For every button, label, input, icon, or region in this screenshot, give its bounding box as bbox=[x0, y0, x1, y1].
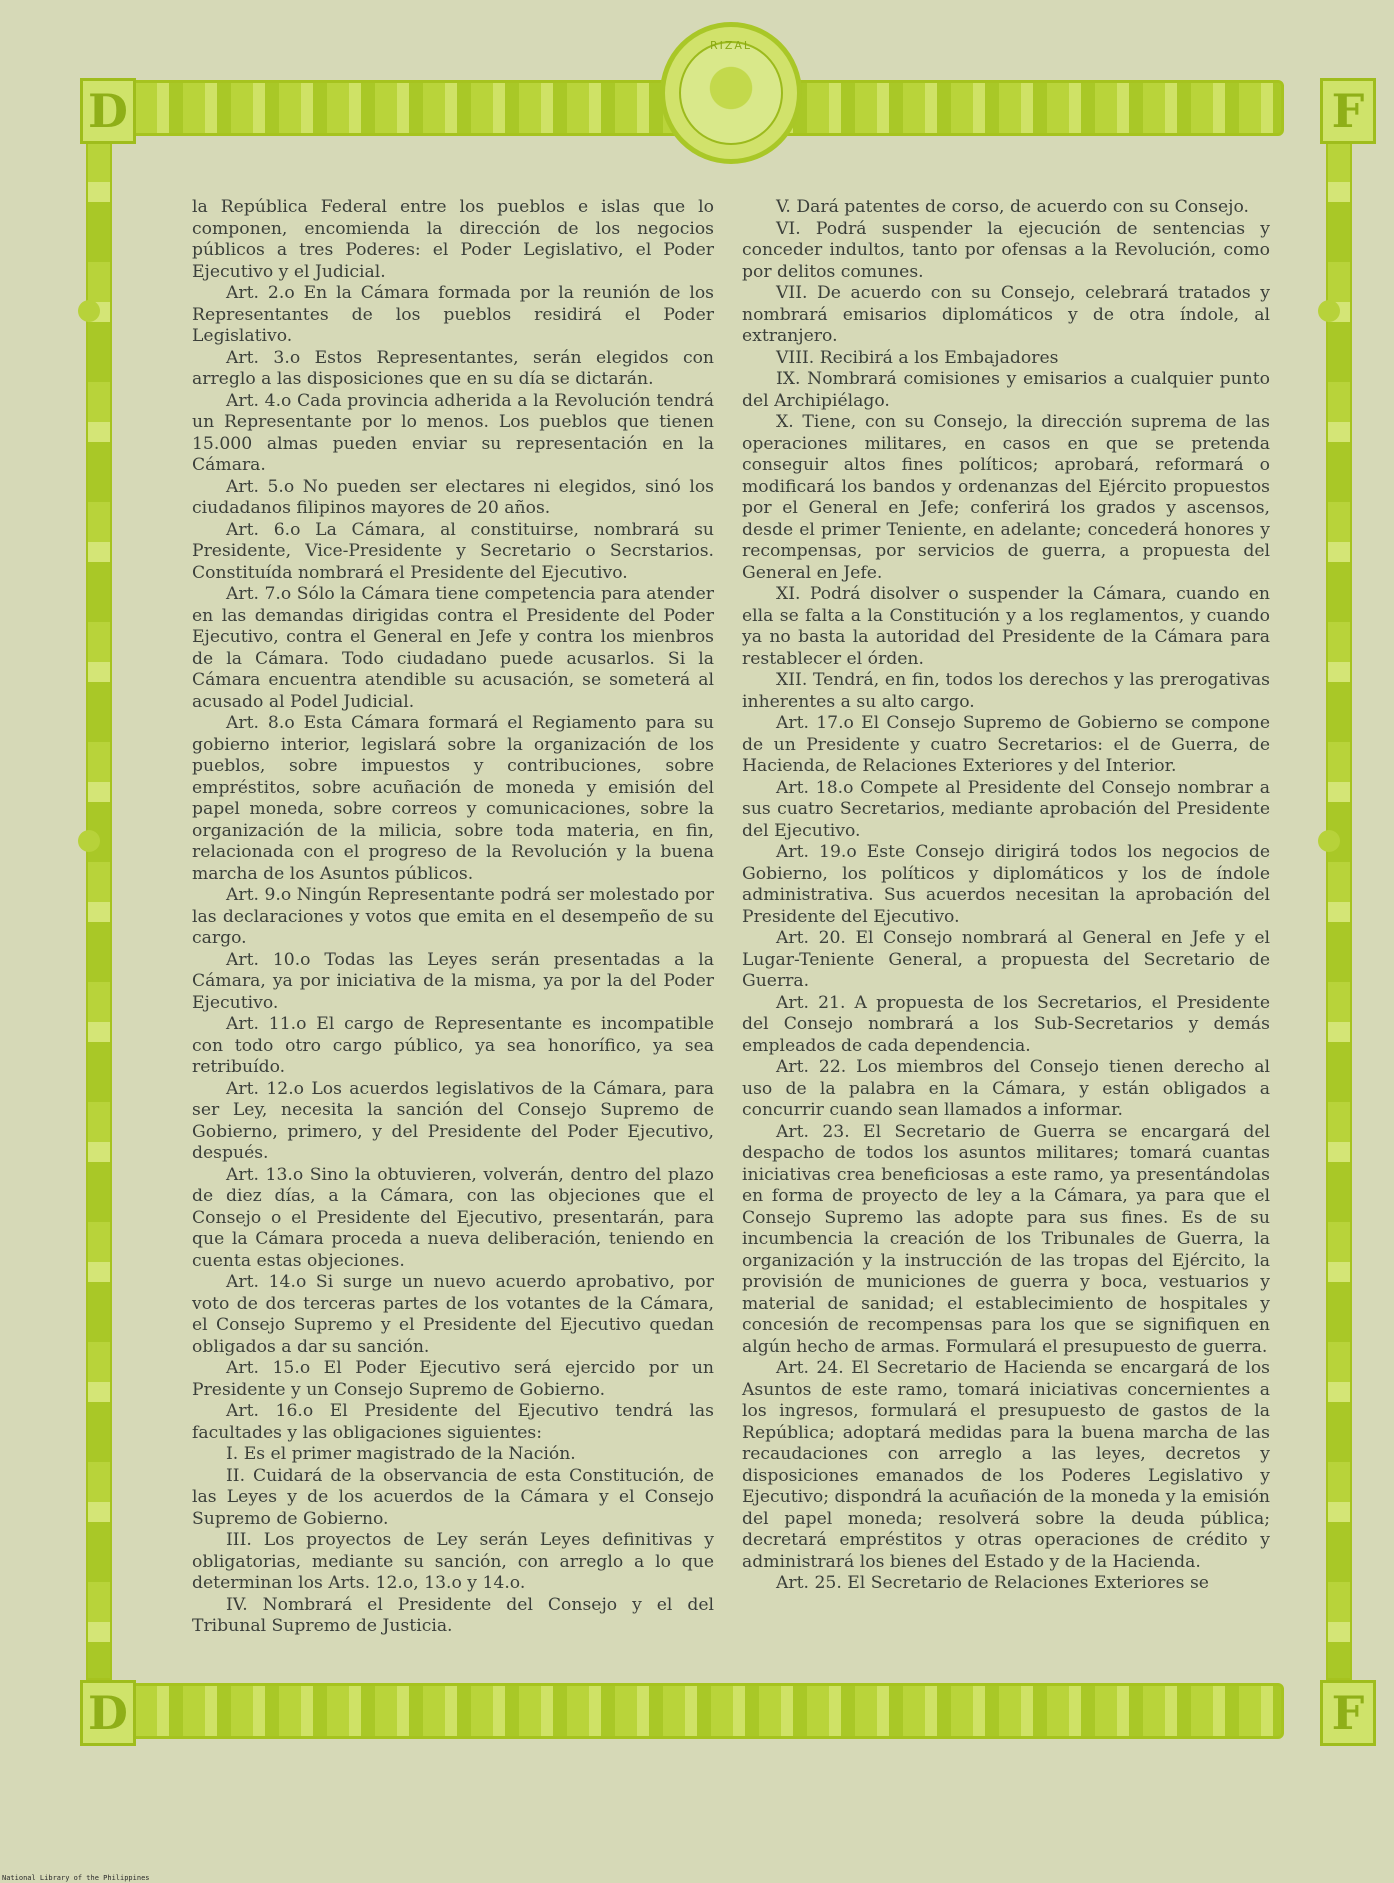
paragraph: Art. 25. El Secretario de Relaciones Exteriores se bbox=[776, 1573, 1209, 1593]
paragraph: Art. 9.o Ningún Representante podrá ser molestado por las declaraciones y votos que emita en el desempeño de su cargo. bbox=[192, 885, 714, 948]
paragraph: I. Es el primer magistrado de la Nación. bbox=[226, 1444, 576, 1464]
paragraph: II. Cuidará de la observancia de esta Constitución, de las Leyes y de los acuerdos de la Cámara y el Consejo Supremo de Gobierno. bbox=[192, 1465, 714, 1529]
flower-ornament-icon bbox=[1318, 830, 1340, 852]
paragraph: Art. 14.o Si surge un nuevo acuerdo aprobativo, por voto de dos terceras partes de los votantes de la Cámara, el Consejo Supremo y el Presidente del Ejecutivo quedan obligados a dar su sanción. bbox=[192, 1272, 714, 1357]
paragraph: Art. 15.o El Poder Ejecutivo será ejercido por un Presidente y un Consejo Supremo de Gobierno. bbox=[192, 1358, 714, 1400]
medallion-label: RIZAL bbox=[709, 39, 753, 52]
right-ornamental-border bbox=[1326, 140, 1352, 1680]
rizal-portrait-medallion bbox=[660, 22, 802, 164]
paragraph: Art. 24. El Secretario de Hacienda se encargará de los Asuntos de este ramo, tomará iniciativas concernientes a los ingresos, formulará el presupuesto de gastos de la República; adoptará medidas para la buena marcha de las recaudaciones con arreglo a las leyes, decretos y disposiciones emanados de los Poderes Legislativo y Ejecutivo; dispondrá la acuñación de la moneda y la emisión del papel moneda; resolverá sobre la deuda pública; decretará empréstitos y otras operaciones de crédito y administrará los bienes del Estado y de la Hacienda. bbox=[742, 1358, 1270, 1572]
left-text-column bbox=[192, 197, 714, 1638]
paragraph: Art. 22. Los miembros del Consejo tienen derecho al uso de la palabra en la Cámara, y están obligados a concurrir cuando sean llamados a informar. bbox=[742, 1057, 1270, 1120]
right-text-column bbox=[742, 197, 1270, 1595]
left-ornamental-border bbox=[86, 140, 112, 1680]
corner-monogram-bottom-left: D bbox=[80, 1680, 136, 1746]
paragraph: XI. Podrá disolver o suspender la Cámara, cuando en ella se falta a la Constitución y a los reglamentos, y cuando ya no basta la autoridad del Presidente de la Cámara para restablecer el órden. bbox=[742, 584, 1270, 669]
paragraph: Art. 8.o Esta Cámara formará el Regiamento para su gobierno interior, legislará sobre la organización de los pueblos, sobre impuestos y contribuciones, sobre empréstitos, sobre acuñación de moneda y emisión del papel moneda, sobre correos y comunicaciones, sobre la organización de la milicia, sobre toda materia, en fin, relacionada con el progreso de la Revolución y la buena marcha de los Asuntos públicos. bbox=[192, 713, 714, 884]
paragraph: IV. Nombrará el Presidente del Consejo y el del Tribunal Supremo de Justicia. bbox=[192, 1594, 714, 1636]
paragraph: Art. 10.o Todas las Leyes serán presentadas a la Cámara, ya por iniciativa de la misma, ya por la del Poder Ejecutivo. bbox=[192, 949, 714, 1013]
corner-monogram-bottom-right: F bbox=[1320, 1680, 1376, 1746]
bottom-ornamental-border bbox=[84, 1683, 1284, 1739]
paragraph: Art. 20. El Consejo nombrará al General en Jefe y el Lugar-Teniente General, a propuesta del Secretario de Guerra. bbox=[742, 928, 1270, 991]
paragraph: Art. 19.o Este Consejo dirigirá todos los negocios de Gobierno, los políticos y diplomáticos y los de índole administrativa. Sus acuerdos necesitan la aprobación del Presidente del Ejecutivo. bbox=[742, 842, 1270, 927]
paragraph: Art. 13.o Sino la obtuvieren, volverán, dentro del plazo de diez días, a la Cámara, con las objeciones que el Consejo o el Presidente del Ejecutivo, presentarán, para que la Cámara proceda a nueva deliberación, teniendo en cuenta estas objeciones. bbox=[192, 1164, 714, 1271]
paragraph: Art. 5.o No pueden ser electares ni elegidos, sinó los ciudadanos filipinos mayores de 20 años. bbox=[192, 476, 714, 518]
corner-monogram-top-right: F bbox=[1320, 78, 1376, 144]
paragraph: V. Dará patentes de corso, de acuerdo con su Consejo. bbox=[776, 197, 1250, 217]
paragraph: Art. 17.o El Consejo Supremo de Gobierno se compone de un Presidente y cuatro Secretarios: el de Guerra, de Hacienda, de Relaciones Exteriores y del Interior. bbox=[742, 713, 1270, 776]
paragraph: VIII. Recibirá a los Embajadores bbox=[776, 347, 1059, 368]
paragraph: la República Federal entre los pueblos e islas que lo componen, encomienda la dirección de los negocios públicos a tres Poderes: el Poder Legislativo, el Poder Ejecutivo y el Judicial. bbox=[192, 197, 714, 282]
library-credit: National Library of the Philippines bbox=[2, 1874, 150, 1882]
paragraph: Art. 23. El Secretario de Guerra se encargará del despacho de todos los asuntos militares; tomará cuantas iniciativas crea beneficiosas a este ramo, ya presentándolas en forma de proyecto de ley a la Cámara, ya para que el Consejo Supremo las adopte para sus fines. Es de su incumbencia la creación de los Tribunales de Guerra, la organización y la instrucción de las tropas del Ejército, la provisión de municiones de guerra y boca, vestuarios y material de sanidad; el establecimiento de hospitales y concesión de recompensas para los que se signifiquen en algún hecho de armas. Formulará el presupuesto de guerra. bbox=[742, 1121, 1270, 1357]
paragraph: Art. 7.o Sólo la Cámara tiene competencia para atender en las demandas dirigidas contra el Presidente del Poder Ejecutivo, contra el General en Jefe y contra los mienbros de la Cámara. Todo ciudadano puede acusarlos. Si la Cámara encuentra atendible su acusación, se someterá al acusado al Podel Judicial. bbox=[192, 584, 714, 712]
paragraph: IX. Nombrará comisiones y emisarios a cualquier punto del Archipiélago. bbox=[742, 369, 1270, 411]
flower-ornament-icon bbox=[1318, 300, 1340, 322]
corner-monogram-top-left: D bbox=[80, 78, 136, 144]
flower-ornament-icon bbox=[78, 300, 100, 322]
paragraph: Art. 12.o Los acuerdos legislativos de la Cámara, para ser Ley, necesita la sanción del Consejo Supremo de Gobierno, primero, y del Presidente del Poder Ejecutivo, después. bbox=[192, 1078, 714, 1163]
paragraph: X. Tiene, con su Consejo, la dirección suprema de las operaciones militares, en casos en que se pretenda conseguir altos fines políticos; aprobará, reformará o modificará los bandos y ordenanzas del Ejército propuestos por el General en Jefe; conferirá los grados y ascensos, desde el primer Teniente, en adelante; concederá honores y recompensas, por servicios de guerra, a propuesta del General en Jefe. bbox=[742, 412, 1270, 583]
paragraph: Art. 2.o En la Cámara formada por la reunión de los Representantes de los pueblos residirá el Poder Legislativo. bbox=[192, 283, 714, 346]
paragraph: Art. 11.o El cargo de Representante es incompatible con todo otro cargo público, ya sea honorífico, ya sea retribuído. bbox=[192, 1014, 714, 1077]
paragraph: Art. 18.o Compete al Presidente del Consejo nombrar a sus cuatro Secretarios, mediante aprobación del Presidente del Ejecutivo. bbox=[742, 777, 1270, 841]
paragraph: Art. 16.o El Presidente del Ejecutivo tendrá las facultades y las obligaciones siguientes: bbox=[192, 1401, 714, 1443]
paragraph: III. Los proyectos de Ley serán Leyes definitivas y obligatorias, mediante su sanción, con arreglo a lo que determinan los Arts. 12.o, 13.o y 14.o. bbox=[192, 1530, 714, 1593]
paragraph: VI. Podrá suspender la ejecución de sentencias y conceder indultos, tanto por ofensas a la Revolución, como por delitos comunes. bbox=[742, 218, 1270, 282]
paragraph: Art. 4.o Cada provincia adherida a la Revolución tendrá un Representante por lo menos. Los pueblos que tienen 15.000 almas pueden enviar su representación en la Cámara. bbox=[192, 390, 714, 475]
paragraph: Art. 3.o Estos Representantes, serán elegidos con arreglo a las disposiciones que en su día se dictarán. bbox=[192, 347, 714, 389]
flower-ornament-icon bbox=[78, 830, 100, 852]
paragraph: Art. 6.o La Cámara, al constituirse, nombrará su Presidente, Vice-Presidente y Secretario o Secrstarios. Constituída nombrará el Presidente del Ejecutivo. bbox=[192, 519, 714, 583]
paragraph: Art. 21. A propuesta de los Secretarios, el Presidente del Consejo nombrará a los Sub-Secretarios y demás empleados de cada dependencia. bbox=[742, 992, 1270, 1056]
portrait-icon bbox=[679, 41, 783, 145]
paragraph: VII. De acuerdo con su Consejo, celebrará tratados y nombrará emisarios diplomáticos y de otra índole, al extranjero. bbox=[742, 283, 1270, 346]
paragraph: XII. Tendrá, en fin, todos los derechos y las prerogativas inherentes a su alto cargo. bbox=[742, 670, 1270, 712]
